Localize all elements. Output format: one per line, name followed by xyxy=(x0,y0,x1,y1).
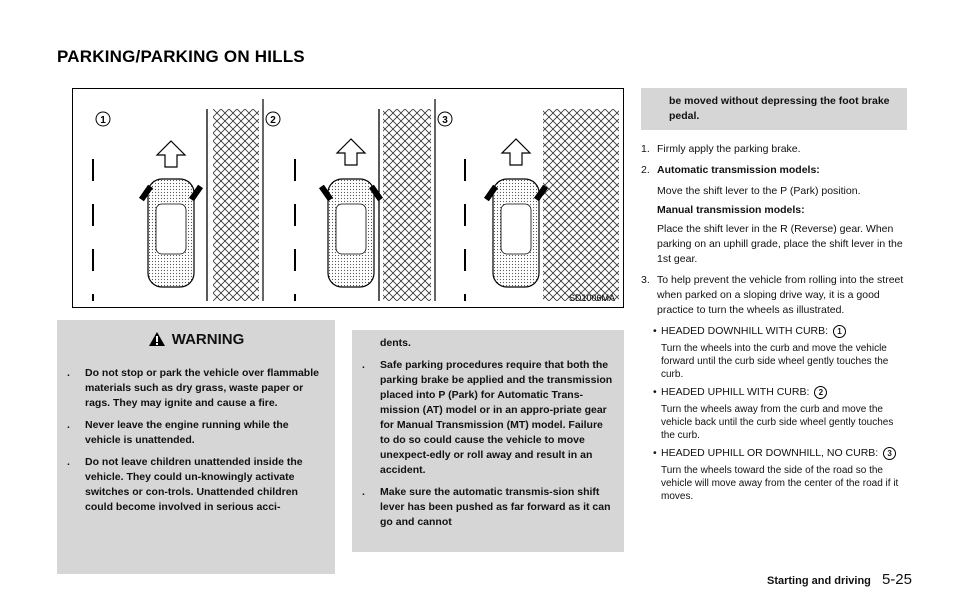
direction-arrow xyxy=(337,139,365,165)
panel-1 xyxy=(93,109,259,301)
direction-arrow xyxy=(157,141,185,167)
panel-number: 1 xyxy=(100,115,106,126)
case-no-curb-desc: Turn the wheels toward the side of the road so the vehicle will move away from the center of the road if it moves. xyxy=(661,465,899,502)
step-2-mt-title: Manual transmission models: xyxy=(657,204,805,216)
panel-3 xyxy=(438,109,619,301)
callout-1-icon: 1 xyxy=(833,325,846,338)
step-2-at: Move the shift lever to the P (Park) position. xyxy=(657,185,861,197)
footer-section: Starting and driving xyxy=(767,575,871,587)
warning-box-continued xyxy=(352,330,624,552)
figure-code: SD1006MA xyxy=(568,293,615,303)
step-3: 3. To help prevent the vehicle from rolling into the street when parked on a sloping drive way, it is a good practice to turn the wheels as illustrated. xyxy=(641,274,904,316)
warning-item: . Do not leave children unattended inside the vehicle. They could un-knowingly activate switches or con-trols. Unattended children could become involved in serious acci- xyxy=(67,456,303,513)
curb-hatch xyxy=(543,109,619,301)
warning-icon xyxy=(148,331,166,347)
panel-2 xyxy=(266,109,431,301)
instructions-column xyxy=(641,88,907,507)
warning-item: . Safe parking procedures require that both the parking brake be applied and the transmission placed into P (Park) for Automatic Trans-mission (AT) model or in an appro-priate gear for Manual Transmission (MT) model. Failure to do so could cause the vehicle to move unexpect-edly or roll away and result in an accident. xyxy=(362,359,613,476)
step-2: 2. Automatic transmission models: xyxy=(641,164,820,176)
page-number: 5-25 xyxy=(881,571,912,588)
case-no-curb: • HEADED UPHILL OR DOWNHILL, NO CURB: 3 xyxy=(641,446,907,461)
step-2-mt: Place the shift lever in the R (Reverse) gear. When parking on an uphill grade, place the shift lever in the 1st gear. xyxy=(657,223,903,265)
callout-2-icon: 2 xyxy=(814,386,827,399)
curb-hatch xyxy=(213,109,259,301)
callout-3-icon: 3 xyxy=(883,447,896,460)
warning-tail: be moved without depressing the foot brake pedal. xyxy=(641,88,907,130)
parking-illustration xyxy=(72,88,624,308)
warning-item: . Make sure the automatic transmis-sion shift lever has been pushed as far forward as it can go and cannot xyxy=(362,486,611,528)
warning-title: WARNING xyxy=(171,330,245,348)
warning-header xyxy=(57,320,335,358)
warning-body xyxy=(57,358,335,574)
case-downhill-curb-desc: Turn the wheels into the curb and move the vehicle forward until the curb side wheel gently touches the curb. xyxy=(661,343,889,380)
panel-number: 2 xyxy=(270,115,276,126)
page-footer xyxy=(767,571,912,588)
step-1: 1. Firmly apply the parking brake. xyxy=(641,143,801,155)
warning-item: . Do not stop or park the vehicle over flammable materials such as dry grass, waste paper or rags. They may ignite and cause a fire. xyxy=(67,367,319,409)
case-uphill-curb: • HEADED UPHILL WITH CURB: 2 xyxy=(641,385,907,400)
warning-box xyxy=(57,320,335,574)
panel-number: 3 xyxy=(442,115,448,126)
warning-body-continued xyxy=(352,330,624,552)
parking-diagram xyxy=(73,89,625,309)
direction-arrow xyxy=(502,139,530,165)
warning-continued: dents. xyxy=(380,337,411,349)
case-uphill-curb-desc: Turn the wheels away from the curb and move the vehicle back until the curb side wheel gently touches the curb. xyxy=(661,404,894,441)
page-title: PARKING/PARKING ON HILLS xyxy=(57,47,305,66)
curb-hatch xyxy=(383,109,431,301)
warning-item: . Never leave the engine running while the vehicle is unattended. xyxy=(67,419,289,446)
case-downhill-curb: • HEADED DOWNHILL WITH CURB: 1 xyxy=(641,324,907,339)
